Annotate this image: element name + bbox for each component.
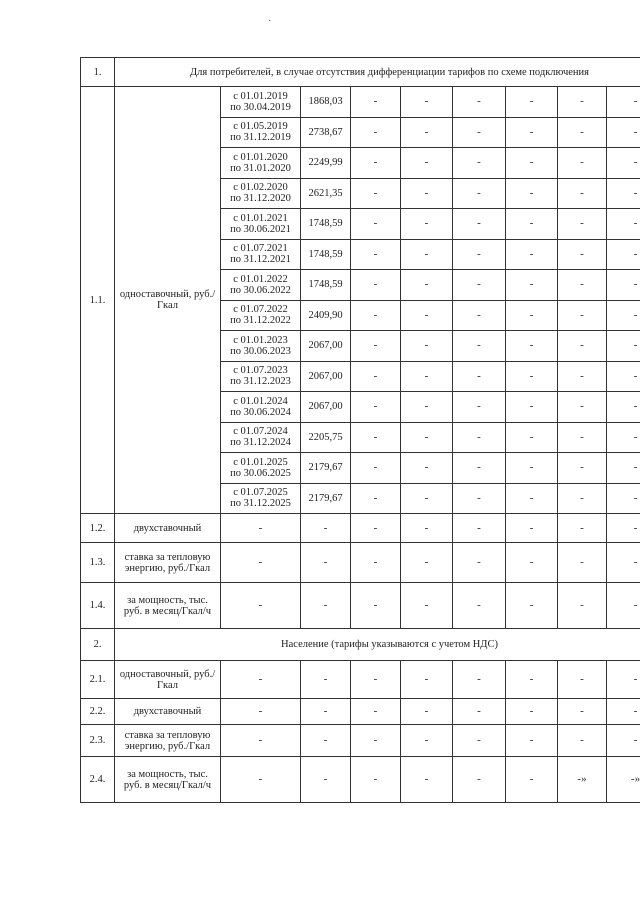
value-cell: -: [351, 757, 401, 803]
row-number: 2.3.: [81, 725, 115, 757]
value-cell: -: [351, 483, 401, 514]
value-cell: -: [221, 583, 301, 629]
value-cell: -: [607, 725, 640, 757]
section-row: [81, 58, 640, 87]
row-label: ставка за тепловую энергию, руб./Гкал: [115, 543, 221, 583]
table-row: [81, 583, 640, 629]
value-cell: -: [506, 87, 558, 118]
value-cell: -: [607, 239, 640, 270]
period-cell: [221, 239, 301, 270]
value-cell: -: [558, 453, 607, 484]
value-cell: -: [607, 361, 640, 392]
price-cell: 1748,59: [301, 209, 351, 240]
value-cell: -: [401, 117, 453, 148]
value-cell: -: [607, 699, 640, 725]
row-number: 1.2.: [81, 514, 115, 543]
value-cell: -: [453, 392, 506, 423]
value-cell: -: [351, 331, 401, 362]
period-to: по 31.12.2024: [230, 437, 291, 449]
period-from: с 01.07.2022: [233, 304, 288, 316]
value-cell: -: [221, 725, 301, 757]
section-number: 2.: [81, 629, 115, 661]
value-cell: -: [453, 361, 506, 392]
value-cell: -: [506, 483, 558, 514]
value-cell: -: [453, 270, 506, 301]
period-from: с 01.07.2021: [233, 243, 288, 255]
period-cell: [221, 87, 301, 118]
price-cell: 1868,03: [301, 87, 351, 118]
price-cell: 2067,00: [301, 331, 351, 362]
value-cell: -: [401, 178, 453, 209]
value-cell: -: [506, 178, 558, 209]
period-cell: [221, 392, 301, 423]
period-to: по 31.12.2020: [230, 193, 291, 205]
value-cell: -: [558, 543, 607, 583]
row-number: 1.1.: [81, 87, 115, 514]
value-cell: -: [351, 543, 401, 583]
value-cell: -: [506, 699, 558, 725]
value-cell: -: [558, 699, 607, 725]
period-to: по 30.06.2023: [230, 345, 291, 357]
value-cell: -: [558, 514, 607, 543]
period-from: с 01.07.2023: [233, 365, 288, 377]
period-from: с 01.01.2023: [233, 334, 288, 346]
value-cell: -: [607, 178, 640, 209]
value-cell: -: [607, 483, 640, 514]
value-cell: -: [453, 453, 506, 484]
value-cell: -: [401, 661, 453, 699]
period-cell: [221, 209, 301, 240]
value-cell: -: [453, 422, 506, 453]
value-cell: -: [401, 209, 453, 240]
period-from: с 01.01.2025: [233, 456, 288, 468]
value-cell: -: [351, 661, 401, 699]
value-cell: -: [558, 148, 607, 179]
value-cell: -: [301, 583, 351, 629]
row-number: 1.3.: [81, 543, 115, 583]
value-cell: -: [351, 699, 401, 725]
value-cell: -: [607, 392, 640, 423]
value-cell: -: [401, 87, 453, 118]
value-cell: -: [607, 514, 640, 543]
value-cell: -: [506, 757, 558, 803]
value-cell: -: [301, 725, 351, 757]
period-from: с 01.05.2019: [233, 121, 288, 133]
value-cell: -: [351, 514, 401, 543]
value-cell: -: [351, 725, 401, 757]
value-cell: -: [401, 699, 453, 725]
value-cell: -: [558, 661, 607, 699]
price-cell: 1748,59: [301, 270, 351, 301]
value-cell: -: [506, 453, 558, 484]
value-cell: -: [401, 361, 453, 392]
value-cell: -: [453, 117, 506, 148]
value-cell: -: [351, 270, 401, 301]
value-cell: -: [351, 392, 401, 423]
period-cell: [221, 270, 301, 301]
period-to: по 31.12.2022: [230, 315, 291, 327]
value-cell: -: [301, 543, 351, 583]
value-cell: -: [558, 270, 607, 301]
value-cell: -: [607, 543, 640, 583]
value-cell: -: [506, 583, 558, 629]
value-cell: -: [558, 583, 607, 629]
row-label: двухставочный: [115, 699, 221, 725]
period-to: по 30.06.2022: [230, 284, 291, 296]
period-to: по 31.12.2023: [230, 376, 291, 388]
section-row: [81, 629, 640, 661]
value-cell: -: [558, 422, 607, 453]
period-cell: [221, 331, 301, 362]
period-to: по 31.12.2025: [230, 498, 291, 510]
value-cell: -: [453, 331, 506, 362]
value-cell: -»: [607, 757, 640, 803]
value-cell: -: [558, 209, 607, 240]
price-cell: 1748,59: [301, 239, 351, 270]
row-label: двухставочный: [115, 514, 221, 543]
value-cell: -: [401, 483, 453, 514]
value-cell: -: [453, 300, 506, 331]
value-cell: -: [558, 300, 607, 331]
value-cell: -: [221, 661, 301, 699]
value-cell: -: [401, 583, 453, 629]
value-cell: -: [351, 300, 401, 331]
table-row: [81, 725, 640, 757]
value-cell: -: [401, 453, 453, 484]
row-label: за мощность, тыс. руб. в месяц/Гкал/ч: [115, 757, 221, 803]
price-cell: 2067,00: [301, 361, 351, 392]
value-cell: -: [607, 583, 640, 629]
period-to: по 30.06.2021: [230, 223, 291, 235]
row-number: 1.4.: [81, 583, 115, 629]
value-cell: -: [401, 725, 453, 757]
value-cell: -: [401, 270, 453, 301]
value-cell: -: [453, 583, 506, 629]
value-cell: -: [453, 148, 506, 179]
period-cell: [221, 117, 301, 148]
period-to: по 30.06.2025: [230, 467, 291, 479]
value-cell: -: [453, 543, 506, 583]
value-cell: -: [558, 117, 607, 148]
tariff-table: [80, 57, 640, 803]
value-cell: -: [607, 422, 640, 453]
value-cell: -: [607, 331, 640, 362]
value-cell: -: [506, 148, 558, 179]
section-number: 1.: [81, 58, 115, 87]
value-cell: -: [453, 239, 506, 270]
period-from: с 01.01.2021: [233, 212, 288, 224]
value-cell: -: [558, 239, 607, 270]
value-cell: -: [453, 699, 506, 725]
period-to: по 31.12.2021: [230, 254, 291, 266]
value-cell: -: [351, 209, 401, 240]
period-to: по 30.06.2024: [230, 406, 291, 418]
value-cell: -: [301, 757, 351, 803]
period-cell: [221, 422, 301, 453]
row-label: одноставочный, руб./Гкал: [115, 661, 221, 699]
value-cell: -: [506, 239, 558, 270]
value-cell: -: [351, 87, 401, 118]
value-cell: -: [506, 117, 558, 148]
period-from: с 01.07.2025: [233, 487, 288, 499]
table-row: [81, 757, 640, 803]
table-row: [81, 661, 640, 699]
value-cell: -: [453, 725, 506, 757]
section-title: Население (тарифы указываются с учетом НДС): [115, 629, 640, 661]
value-cell: -: [558, 392, 607, 423]
value-cell: -: [607, 270, 640, 301]
price-cell: 2179,67: [301, 483, 351, 514]
period-from: с 01.07.2024: [233, 426, 288, 438]
value-cell: -: [453, 178, 506, 209]
value-cell: -: [506, 361, 558, 392]
value-cell: -: [453, 661, 506, 699]
price-cell: 2738,67: [301, 117, 351, 148]
price-cell: 2409,90: [301, 300, 351, 331]
row-label: ставка за тепловую энергию, руб./Гкал: [115, 725, 221, 757]
value-cell: -: [607, 117, 640, 148]
value-cell: -: [221, 757, 301, 803]
value-cell: -: [558, 483, 607, 514]
value-cell: -: [221, 514, 301, 543]
period-from: с 01.01.2020: [233, 151, 288, 163]
row-number: 2.4.: [81, 757, 115, 803]
row-label: одноставочный, руб./Гкал: [115, 87, 221, 514]
value-cell: -: [351, 422, 401, 453]
period-cell: [221, 148, 301, 179]
value-cell: -: [506, 725, 558, 757]
value-cell: -: [506, 514, 558, 543]
value-cell: -: [401, 331, 453, 362]
value-cell: -: [453, 514, 506, 543]
value-cell: -: [607, 209, 640, 240]
value-cell: -: [351, 178, 401, 209]
period-to: по 30.04.2019: [230, 101, 291, 113]
value-cell: -: [401, 543, 453, 583]
value-cell: -: [558, 331, 607, 362]
value-cell: -: [401, 422, 453, 453]
value-cell: -: [401, 300, 453, 331]
price-cell: 2067,00: [301, 392, 351, 423]
value-cell: -: [506, 543, 558, 583]
value-cell: -: [558, 178, 607, 209]
value-cell: -: [453, 209, 506, 240]
value-cell: -: [558, 87, 607, 118]
value-cell: -: [401, 392, 453, 423]
value-cell: -: [351, 453, 401, 484]
price-cell: 2249,99: [301, 148, 351, 179]
value-cell: -: [401, 514, 453, 543]
value-cell: -: [453, 483, 506, 514]
period-to: по 31.01.2020: [230, 162, 291, 174]
value-cell: -: [506, 270, 558, 301]
value-cell: -: [506, 392, 558, 423]
value-cell: -: [351, 583, 401, 629]
value-cell: -: [558, 725, 607, 757]
value-cell: -: [453, 87, 506, 118]
page-mark: ·: [268, 16, 272, 27]
period-from: с 01.01.2024: [233, 395, 288, 407]
table-row: [81, 514, 640, 543]
value-cell: -: [506, 209, 558, 240]
value-cell: -: [506, 331, 558, 362]
row-number: 2.2.: [81, 699, 115, 725]
value-cell: -: [351, 361, 401, 392]
value-cell: -: [351, 117, 401, 148]
value-cell: -: [351, 239, 401, 270]
period-cell: [221, 483, 301, 514]
value-cell: -: [607, 87, 640, 118]
value-cell: -: [401, 148, 453, 179]
value-cell: -: [453, 757, 506, 803]
period-cell: [221, 300, 301, 331]
period-cell: [221, 453, 301, 484]
value-cell: -: [506, 300, 558, 331]
value-cell: -: [221, 543, 301, 583]
value-cell: -: [506, 422, 558, 453]
value-cell: -: [301, 661, 351, 699]
table-row: [81, 543, 640, 583]
value-cell: -: [401, 239, 453, 270]
period-from: с 01.02.2020: [233, 182, 288, 194]
period-to: по 31.12.2019: [230, 132, 291, 144]
period-cell: [221, 361, 301, 392]
period-from: с 01.01.2019: [233, 90, 288, 102]
row-number: 2.1.: [81, 661, 115, 699]
value-cell: -: [558, 361, 607, 392]
period-from: с 01.01.2022: [233, 273, 288, 285]
value-cell: -: [607, 148, 640, 179]
price-cell: 2205,75: [301, 422, 351, 453]
price-cell: 2179,67: [301, 453, 351, 484]
value-cell: -: [301, 699, 351, 725]
period-cell: [221, 178, 301, 209]
value-cell: -: [607, 300, 640, 331]
value-cell: -: [607, 453, 640, 484]
value-cell: -: [607, 661, 640, 699]
row-label: за мощность, тыс. руб. в месяц/Гкал/ч: [115, 583, 221, 629]
value-cell: -: [401, 757, 453, 803]
period-row: [81, 87, 640, 118]
section-title: Для потребителей, в случае отсутствия дифференциации тарифов по схеме подключения: [115, 58, 640, 87]
value-cell: -: [221, 699, 301, 725]
value-cell: -: [351, 148, 401, 179]
table-row: [81, 699, 640, 725]
value-cell: -»: [558, 757, 607, 803]
value-cell: -: [301, 514, 351, 543]
value-cell: -: [506, 661, 558, 699]
price-cell: 2621,35: [301, 178, 351, 209]
